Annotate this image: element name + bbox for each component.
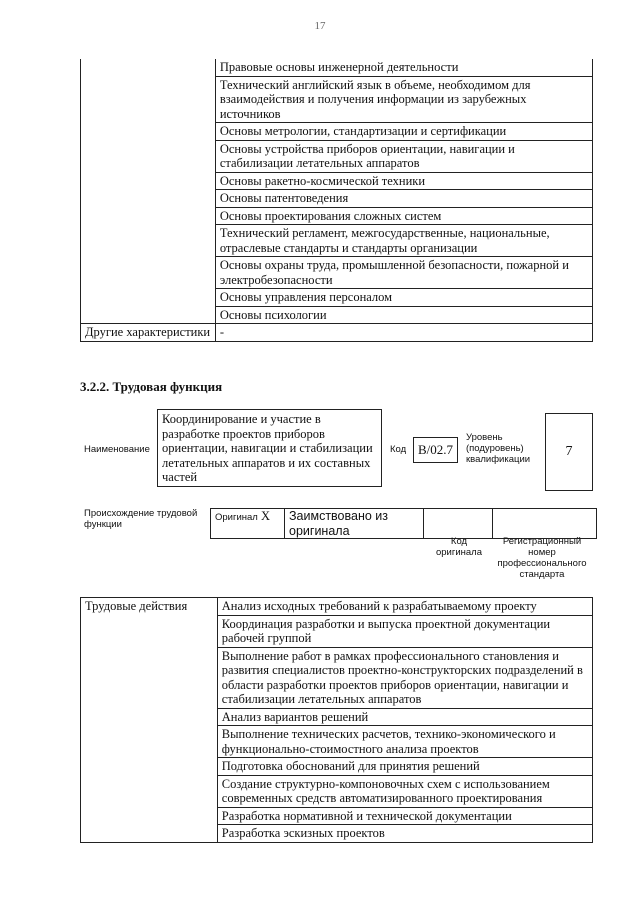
section-heading: 3.2.2. Трудовая функция	[80, 379, 223, 394]
knowledge-item: Основы метрологии, стандартизации и сертификации	[215, 123, 592, 141]
knowledge-item: Правовые основы инженерной деятельности	[215, 59, 592, 76]
knowledge-item: Технический регламент, межгосударственные, национальные, отраслевые стандарты и стандарты организации	[215, 225, 592, 257]
code-original-cell	[424, 509, 493, 539]
origin-table	[210, 508, 597, 539]
other-characteristics-label: Другие характеристики	[81, 324, 216, 342]
labor-action-item: Разработка эскизных проектов	[217, 825, 592, 843]
original-label: Оригинал	[215, 512, 258, 523]
knowledge-item: Основы управления персоналом	[215, 289, 592, 307]
name-label: Наименование	[84, 444, 150, 455]
reg-number-caption: Регистрационный номер профессионального стандарта	[497, 536, 587, 580]
knowledge-item: Технический английский язык в объеме, необходимом для взаимодействия и получения информации из зарубежных источников	[215, 76, 592, 123]
code-value: В/02.7	[413, 437, 458, 463]
knowledge-label-cell	[81, 59, 216, 324]
knowledge-item: Основы охраны труда, промышленной безопасности, пожарной и электробезопасности	[215, 257, 592, 289]
level-label: Уровень (подуровень) квалификации	[466, 432, 531, 465]
borrowed-cell: Заимствовано из оригинала	[285, 509, 424, 539]
labor-action-item: Подготовка обоснований для принятия решений	[217, 758, 592, 776]
knowledge-item: Основы патентоведения	[215, 190, 592, 208]
labor-action-row	[81, 598, 593, 616]
labor-actions-table	[80, 597, 593, 843]
labor-action-item: Выполнение технических расчетов, технико-экономического и функционально-стоимостного анализа проектов	[217, 726, 592, 758]
original-mark: X	[260, 509, 270, 523]
labor-action-item: Координация разработки и выпуска проектной документации рабочей группой	[217, 615, 592, 647]
other-characteristics-value: -	[215, 324, 592, 342]
labor-actions-label: Трудовые действия	[81, 598, 218, 843]
labor-action-item: Создание структурно-компоновочных схем с использованием современных средств автоматизированного проектирования	[217, 775, 592, 807]
other-characteristics-row	[81, 324, 593, 342]
labor-action-item: Разработка нормативной и технической документации	[217, 807, 592, 825]
labor-action-item: Выполнение работ в рамках профессионального становления и развития специалистов проектно-конструкторских подразделений в области разработки проектов приборов ориентации, навигации и стабилизации летательных аппаратов	[217, 647, 592, 708]
code-label: Код	[390, 444, 407, 455]
labor-action-item: Анализ исходных требований к разрабатываемому проекту	[217, 598, 592, 616]
function-name-box: Координирование и участие в разработке проектов приборов ориентации, навигации и стабилизации летательных аппаратов и их составных частей	[157, 409, 382, 487]
labor-action-item: Анализ вариантов решений	[217, 708, 592, 726]
knowledge-row	[81, 59, 593, 76]
knowledge-item: Основы устройства приборов ориентации, навигации и стабилизации летательных аппаратов	[215, 140, 592, 172]
knowledge-table	[80, 59, 593, 342]
origin-label: Происхождение трудовой функции	[84, 508, 198, 530]
level-value: 7	[545, 413, 593, 491]
knowledge-item: Основы проектирования сложных систем	[215, 207, 592, 225]
code-original-caption: Код оригинала	[435, 536, 482, 558]
reg-number-cell	[493, 509, 597, 539]
page-number: 17	[314, 20, 326, 32]
original-cell	[211, 509, 285, 539]
knowledge-item: Основы психологии	[215, 306, 592, 324]
knowledge-item: Основы ракетно-космической техники	[215, 172, 592, 190]
